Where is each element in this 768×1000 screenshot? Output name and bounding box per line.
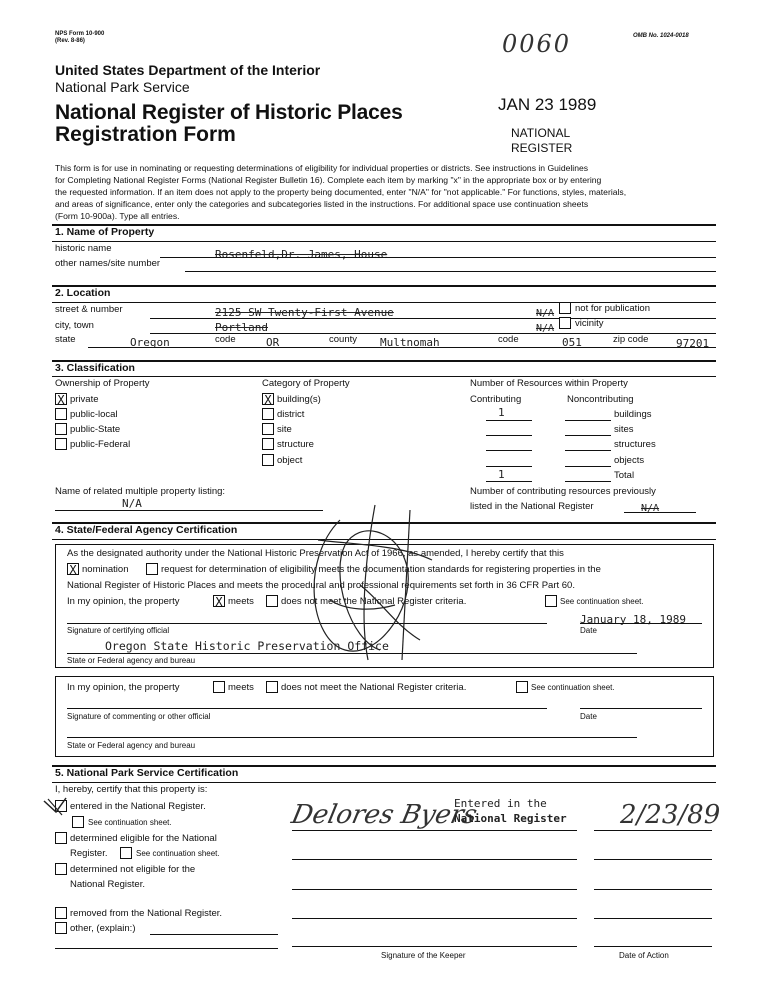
see-continuation-label: See continuation sheet.	[136, 849, 220, 858]
category-option: district	[277, 409, 305, 420]
date-label: Date	[580, 626, 597, 635]
certifying-official-signature	[314, 505, 432, 660]
omb-number: OMB No. 1024-0018	[633, 33, 689, 39]
other-label: other, (explain:)	[70, 923, 136, 934]
city-value[interactable]: Portland	[215, 321, 268, 334]
state-code-value[interactable]: OR	[266, 336, 280, 349]
checkbox-mark: X	[57, 393, 65, 407]
section1-title: 1. Name of Property	[55, 226, 155, 238]
entered-stamp-line1: Entered in the	[454, 797, 547, 810]
historic-name-value[interactable]: Rosenfeld,Dr. James, House	[215, 248, 388, 261]
entered-label: entered in the National Register.	[70, 801, 206, 812]
meets-label: meets	[228, 596, 254, 607]
form-revision: (Rev. 8-86)	[55, 38, 85, 44]
agency-value[interactable]: Oregon State Historic Preservation Office	[105, 639, 389, 653]
category-label: Category of Property	[262, 378, 350, 389]
state-label: state	[55, 334, 76, 345]
form-title-line2: Registration Form	[55, 123, 236, 146]
meets-label: meets	[228, 682, 254, 693]
category-option: building(s)	[277, 394, 321, 405]
zip-value[interactable]: 97201	[676, 337, 710, 350]
commenting-signature-label: Signature of commenting or other official	[67, 712, 211, 721]
instructions-line: This form is for use in nominating or requesting determinations of eligibility for individual properties or districts. See instructions in Guidelines	[55, 163, 589, 173]
date-of-action-label: Date of Action	[619, 951, 669, 960]
determined-not-eligible-line1: determined not eligible for the	[70, 864, 196, 875]
certification-text-line1: As the designated authority under the National Historic Preservation Act of 1966, as amended, I hereby certify that this	[67, 548, 564, 559]
ownership-option: public-State	[70, 424, 121, 435]
city-label: city, town	[55, 320, 94, 331]
nps-intro: I, hereby, certify that this property is:	[55, 784, 208, 795]
previously-listed-line1: Number of contributing resources previously	[470, 486, 656, 497]
determined-eligible-line2: Register.	[70, 848, 108, 859]
received-stamp-line2: REGISTER	[511, 141, 573, 155]
multiple-listing-label: Name of related multiple property listing:	[55, 486, 226, 497]
category-option: site	[277, 424, 292, 435]
na-value: N/A	[536, 308, 555, 319]
does-not-meet-label: does not meet the National Register criteria.	[281, 682, 467, 693]
determined-not-eligible-line2: National Register.	[70, 879, 145, 890]
multiple-listing-value[interactable]: N/A	[122, 497, 142, 510]
does-not-meet-label: does not meet the National Register criteria.	[281, 596, 467, 607]
category-option: structure	[277, 439, 314, 450]
agency-label: State or Federal agency and bureau	[67, 741, 196, 750]
ownership-option: public-local	[70, 409, 118, 420]
date-label: Date	[580, 712, 597, 721]
resource-row-label: objects	[614, 455, 645, 466]
section4-title: 4. State/Federal Agency Certification	[55, 524, 238, 536]
service-name: National Park Service	[55, 79, 190, 95]
checkbox-mark: X	[264, 393, 272, 407]
checkbox-mark: X	[215, 595, 223, 609]
opinion-prefix: In my opinion, the property	[67, 682, 180, 693]
handwritten-number: 0060	[502, 30, 572, 58]
other-names-label: other names/site number	[55, 258, 161, 269]
see-continuation-label: See continuation sheet.	[531, 683, 615, 692]
instructions-line: and areas of significance, enter only the categories and subcategories listed in the instructions. For additional space use continuation sheets	[55, 199, 589, 209]
signature-label: Signature of certifying official	[67, 626, 170, 635]
section5-title: 5. National Park Service Certification	[55, 767, 239, 779]
entered-stamp-line2: National Register	[454, 812, 567, 825]
contributing-buildings-value[interactable]: 1	[498, 406, 505, 419]
certification-text-line2: request for determination of eligibility meets the documentation standards for registering properties in the	[161, 564, 601, 575]
form-title-line1: National Register of Historic Places	[55, 101, 403, 124]
street-label: street & number	[55, 304, 123, 315]
resource-row-label: Total	[614, 470, 635, 481]
form-number: NPS Form 10-900	[55, 31, 105, 37]
section3-title: 3. Classification	[55, 362, 135, 374]
vicinity-label: vicinity	[575, 318, 604, 329]
instructions-line: for Completing National Register Forms (National Register Bulletin 16). Complete each item by marking "x" in the appropriate box or by entering	[55, 175, 602, 185]
received-stamp-line1: NATIONAL	[511, 126, 571, 140]
na-value: N/A	[536, 323, 555, 334]
contributing-total-value[interactable]: 1	[498, 468, 505, 481]
keeper-signature-label: Signature of the Keeper	[381, 951, 466, 960]
previously-listed-value[interactable]: N/A	[641, 503, 660, 514]
historic-name-label: historic name	[55, 243, 112, 254]
resource-row-label: sites	[614, 424, 634, 435]
certification-date-value[interactable]: January 18, 1989	[580, 613, 686, 626]
previously-listed-line2: listed in the National Register	[470, 501, 594, 512]
county-value[interactable]: Multnomah	[380, 336, 440, 349]
street-value[interactable]: 2125 SW Twenty-First Avenue	[215, 306, 394, 319]
contributing-header: Contributing	[470, 394, 522, 405]
see-continuation-label: See continuation sheet.	[560, 597, 644, 606]
removed-label: removed from the National Register.	[70, 908, 223, 919]
entered-check-mark	[44, 798, 66, 812]
not-for-publication-label: not for publication	[575, 303, 650, 314]
opinion-prefix: In my opinion, the property	[67, 596, 180, 607]
section2-title: 2. Location	[55, 287, 111, 299]
see-continuation-label: See continuation sheet.	[88, 818, 172, 827]
ownership-label: Ownership of Property	[55, 378, 150, 389]
checkbox-mark: X	[69, 563, 77, 577]
resource-row-label: structures	[614, 439, 656, 450]
zip-label: zip code	[613, 334, 649, 345]
ownership-option: public-Federal	[70, 439, 131, 450]
department-name: United States Department of the Interior	[55, 62, 321, 78]
nomination-label: nomination	[82, 564, 129, 575]
state-code-label: code	[215, 334, 236, 345]
agency-label: State or Federal agency and bureau	[67, 656, 196, 665]
keeper-signature: Delores Byers	[288, 800, 480, 830]
determined-eligible-line1: determined eligible for the National	[70, 833, 217, 844]
noncontributing-header: Noncontributing	[567, 394, 634, 405]
county-label: county	[329, 334, 357, 345]
county-code-value[interactable]: 051	[562, 336, 582, 349]
resources-label: Number of Resources within Property	[470, 378, 628, 389]
instructions-line: the requested information. If an item does not apply to the property being documented, enter "N/A" for "not applicable." For functions, styles, materials,	[55, 187, 627, 197]
received-stamp-date: JAN 23 1989	[498, 95, 597, 114]
category-option: object	[277, 455, 303, 466]
county-code-label: code	[498, 334, 519, 345]
date-of-action-value: 2/23/89	[620, 800, 721, 830]
instructions-line: (Form 10-900a). Type all entries.	[55, 211, 180, 221]
ownership-option: private	[70, 394, 99, 405]
certification-text-line3: National Register of Historic Places and meets the procedural and professional requirements set forth in 36 CFR Part 60.	[67, 580, 575, 591]
state-value[interactable]: Oregon	[130, 336, 170, 349]
resource-row-label: buildings	[614, 409, 652, 420]
